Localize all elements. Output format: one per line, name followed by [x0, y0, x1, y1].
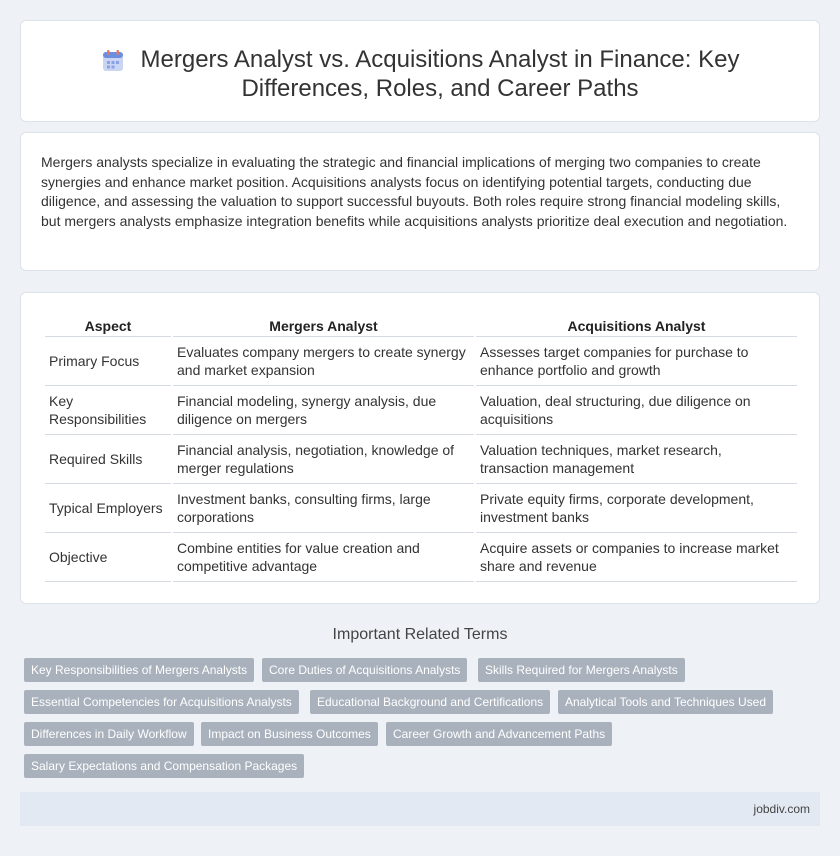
header-aspect: Aspect — [45, 315, 171, 337]
row-mergers: Financial modeling, synergy analysis, due diligence on mergers — [173, 386, 474, 435]
table-row — [45, 484, 797, 533]
related-term-tag[interactable]: Essential Competencies for Acquisitions Analysts — [24, 690, 299, 714]
row-mergers: Combine entities for value creation and competitive advantage — [173, 533, 474, 582]
comparison-card — [20, 292, 820, 604]
row-acquisitions: Valuation, deal structuring, due diligence on acquisitions — [476, 386, 797, 435]
header-acquisitions-analyst: Acquisitions Analyst — [476, 315, 797, 337]
related-term-tag[interactable]: Salary Expectations and Compensation Packages — [24, 754, 304, 778]
row-acquisitions: Private equity firms, corporate development, investment banks — [476, 484, 797, 533]
table-row — [45, 435, 797, 484]
row-acquisitions: Acquire assets or companies to increase market share and revenue — [476, 533, 797, 582]
related-terms-title: Important Related Terms — [332, 626, 508, 643]
related-term-tag[interactable]: Educational Background and Certifications — [310, 690, 550, 714]
row-aspect: Objective — [45, 533, 171, 582]
related-term-tag[interactable]: Differences in Daily Workflow — [24, 722, 194, 746]
table-row — [45, 337, 797, 386]
table-row — [45, 533, 797, 582]
row-mergers: Financial analysis, negotiation, knowledge of merger regulations — [173, 435, 474, 484]
row-acquisitions: Valuation techniques, market research, transaction management — [476, 435, 797, 484]
intro-paragraph: Mergers analysts specialize in evaluating the strategic and financial implications of merging two companies to create synergies and enhance market position. Acquisitions analysts focus on identifying potential targets, conducting due diligence, and assessing the valuation to support successful buyouts. Both roles require strong financial modeling skills, but mergers analysts emphasize integration benefits while acquisitions analysts prioritize deal execution and negotiation. — [41, 154, 788, 229]
related-term-tag[interactable]: Career Growth and Advancement Paths — [386, 722, 612, 746]
related-term-tag[interactable]: Core Duties of Acquisitions Analysts — [262, 658, 467, 682]
calendar-icon — [101, 49, 125, 73]
related-term-tag[interactable]: Key Responsibilities of Mergers Analysts — [24, 658, 254, 682]
row-aspect: Required Skills — [45, 435, 171, 484]
header-mergers-analyst: Mergers Analyst — [173, 315, 474, 337]
comparison-table — [43, 315, 799, 582]
table-row — [45, 386, 797, 435]
intro-card — [20, 132, 820, 271]
footer-site-link[interactable]: jobdiv.com — [753, 802, 810, 816]
related-term-tag[interactable]: Analytical Tools and Techniques Used — [558, 690, 773, 714]
related-term-tag[interactable]: Skills Required for Mergers Analysts — [478, 658, 685, 682]
footer — [20, 792, 820, 826]
header-card — [20, 20, 820, 122]
row-aspect: Typical Employers — [45, 484, 171, 533]
row-mergers: Investment banks, consulting firms, large corporations — [173, 484, 474, 533]
table-header-row — [45, 315, 797, 337]
row-aspect: Key Responsibilities — [45, 386, 171, 435]
related-term-tag[interactable]: Impact on Business Outcomes — [201, 722, 378, 746]
page-title: Mergers Analyst vs. Acquisitions Analyst in Finance: Key Differences, Roles, and Career Paths — [140, 46, 740, 102]
row-mergers: Evaluates company mergers to create synergy and market expansion — [173, 337, 474, 386]
row-aspect: Primary Focus — [45, 337, 171, 386]
row-acquisitions: Assesses target companies for purchase to enhance portfolio and growth — [476, 337, 797, 386]
title-wrap — [21, 45, 819, 103]
